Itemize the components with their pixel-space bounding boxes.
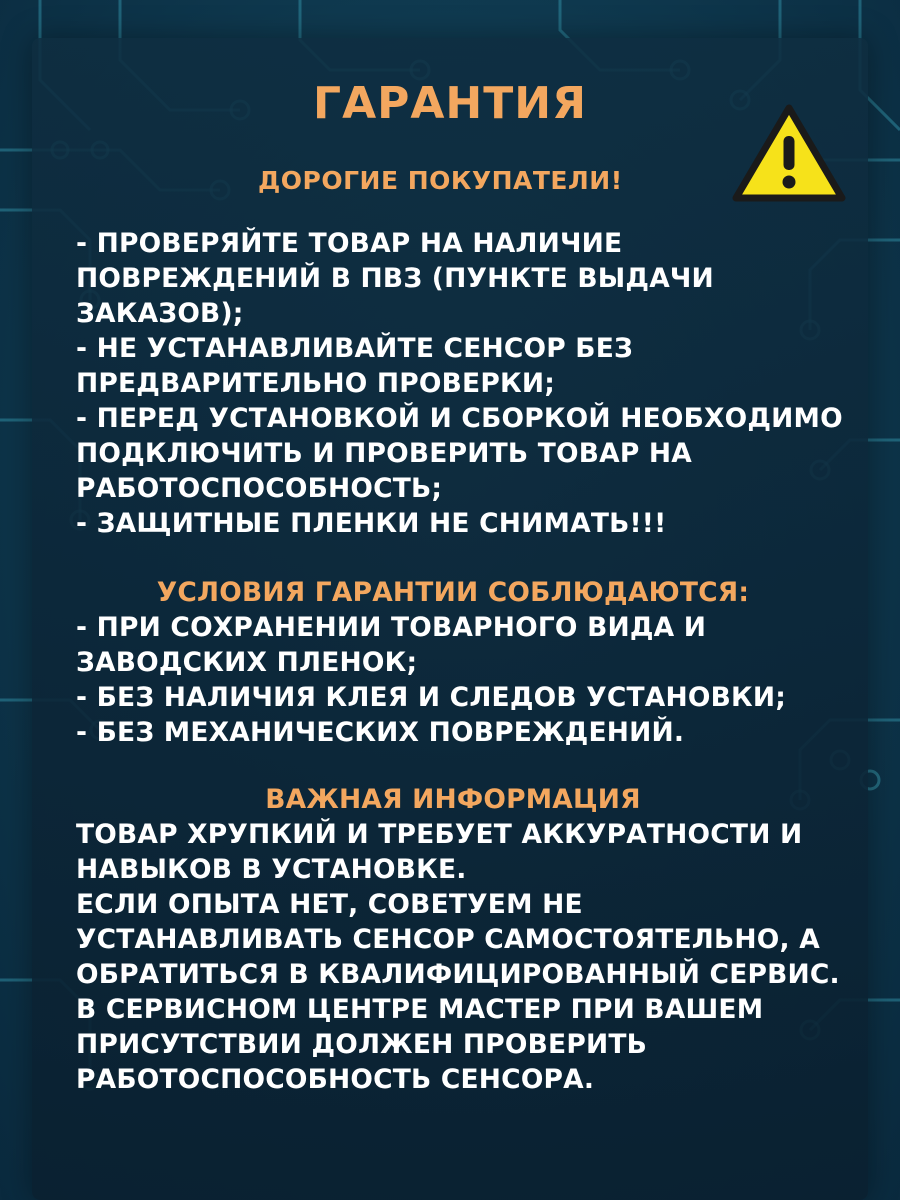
check-item: - НЕ УСТАНАВЛИВАЙТЕ СЕНСОР БЕЗ ПРЕДВАРИТЕЛЬНО ПРОВЕРКИ; <box>76 333 634 399</box>
condition-item: - ПРИ СОХРАНЕНИИ ТОВАРНОГО ВИДА И ЗАВОДСКИХ ПЛЕНОК; <box>76 612 707 678</box>
warranty-content <box>58 226 848 1097</box>
important-paragraph: ЕСЛИ ОПЫТА НЕТ, СОВЕТУЕМ НЕ УСТАНАВЛИВАТЬ СЕНСОР САМОСТОЯТЕЛЬНО, А ОБРАТИТЬСЯ В КВАЛИФИЦИРОВАННЫЙ СЕРВИС. <box>76 889 840 990</box>
important-heading: ВАЖНАЯ ИНФОРМАЦИЯ <box>265 784 641 815</box>
condition-item: - БЕЗ НАЛИЧИЯ КЛЕЯ И СЛЕДОВ УСТАНОВКИ; <box>76 682 787 713</box>
condition-item: - БЕЗ МЕХАНИЧЕСКИХ ПОВРЕЖДЕНИЙ. <box>76 717 685 748</box>
warning-icon <box>730 102 848 204</box>
spacer <box>58 541 848 575</box>
important-paragraph: В СЕРВИСНОМ ЦЕНТРЕ МАСТЕР ПРИ ВАШЕМ ПРИСУТСТВИИ ДОЛЖЕН ПРОВЕРИТЬ РАБОТОСПОСОБНОСТЬ СЕНСОРА. <box>76 994 764 1095</box>
check-item: - ПЕРЕД УСТАНОВКОЙ И СБОРКОЙ НЕОБХОДИМО ПОДКЛЮЧИТЬ И ПРОВЕРИТЬ ТОВАР НА РАБОТОСПОСОБНОСТЬ; <box>76 403 843 504</box>
spacer <box>58 750 848 782</box>
page-title: ГАРАНТИЯ <box>313 78 587 129</box>
conditions-heading: УСЛОВИЯ ГАРАНТИИ СОБЛЮДАЮТСЯ: <box>156 577 750 608</box>
check-item: - ЗАЩИТНЫЕ ПЛЕНКИ НЕ СНИМАТЬ!!! <box>76 508 667 539</box>
check-item: - ПРОВЕРЯЙТЕ ТОВАР НА НАЛИЧИЕ ПОВРЕЖДЕНИЙ В ПВЗ (ПУНКТЕ ВЫДАЧИ ЗАКАЗОВ); <box>76 228 714 329</box>
important-paragraph: ТОВАР ХРУПКИЙ И ТРЕБУЕТ АККУРАТНОСТИ И НАВЫКОВ В УСТАНОВКЕ. <box>76 819 803 885</box>
greeting-subtitle: ДОРОГИЕ ПОКУПАТЕЛИ! <box>258 166 623 195</box>
